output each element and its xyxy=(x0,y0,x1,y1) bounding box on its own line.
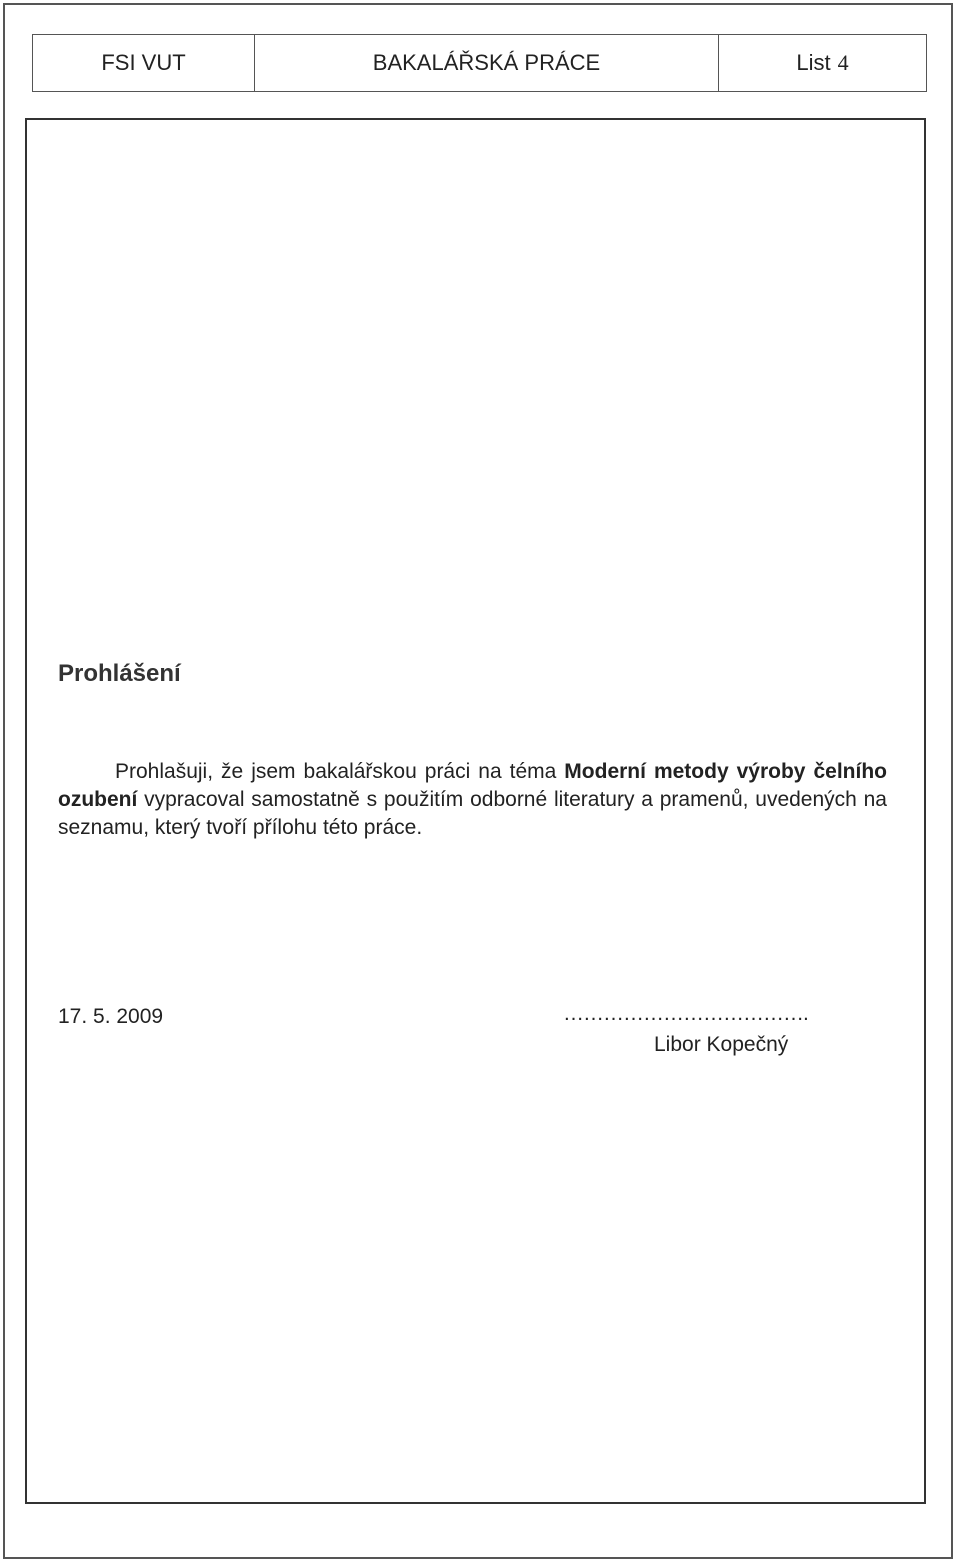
thesis-title: Moderní metody výroby čelního ozubení xyxy=(58,760,887,811)
declaration-heading: Prohlášení xyxy=(58,660,181,687)
signature-line: ………………………………. xyxy=(563,1002,808,1025)
signature-name: Libor Kopečný xyxy=(654,1033,789,1056)
declaration-text-after: vypracoval samostatně s použitím odborné literatury a pramenů, uvedených na seznamu, který tvoří přílohu této práce. xyxy=(58,788,887,839)
sheet-label: List xyxy=(796,50,831,75)
page-header xyxy=(32,34,927,92)
header-faculty xyxy=(33,35,255,91)
faculty-text: FSI VUT xyxy=(101,50,186,75)
header-sheet xyxy=(719,35,926,91)
signature-date: 17. 5. 2009 xyxy=(58,1005,164,1028)
sheet-number: 4 xyxy=(837,50,849,75)
document-type-text: BAKALÁŘSKÁ PRÁCE xyxy=(372,50,601,75)
declaration-text-before: Prohlašuji, že jsem bakalářskou práci na téma xyxy=(115,760,565,783)
declaration-paragraph xyxy=(58,758,887,842)
header-document-type xyxy=(255,35,719,91)
